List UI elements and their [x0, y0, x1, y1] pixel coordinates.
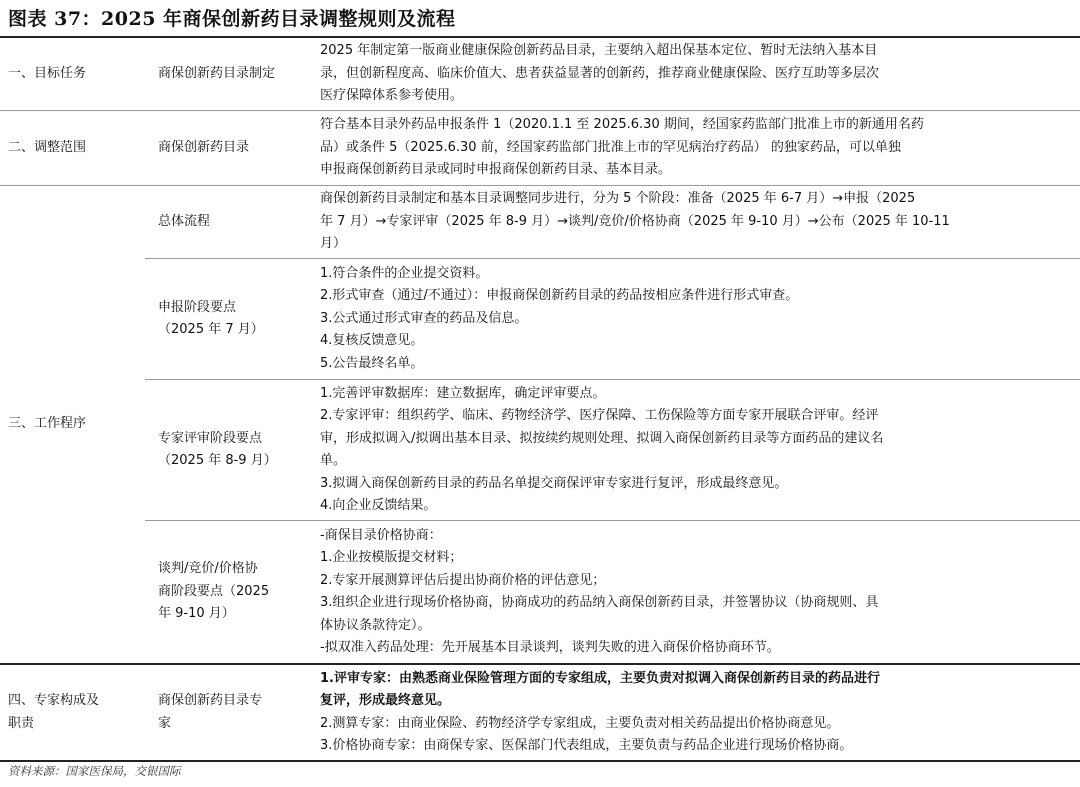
- row2-content: [320, 111, 1072, 185]
- content-line: 4.向企业反馈结果。: [320, 498, 437, 513]
- content-line: 2.测算专家：由商业保险、药物经济学专家组成，主要负责对相关药品提出价格协商意见。: [320, 715, 840, 731]
- content-line: -商保目录价格协商：: [320, 527, 442, 543]
- sub4-content: [320, 521, 1072, 663]
- content-line: 4.复核反馈意见。: [320, 333, 424, 349]
- sub4-item-label: 谈判/竞价/价格协: [158, 561, 258, 577]
- sub2-content: [320, 259, 1072, 379]
- sub3-item: [158, 380, 308, 520]
- row4-item: [158, 665, 308, 760]
- content-line-bold: 复评，形成最终意见。: [320, 693, 451, 708]
- sub2-item-period: （2025 年 7 月）: [158, 322, 264, 337]
- row4-item-label: 商保创新药目录专: [158, 693, 263, 708]
- content-line: 3.拟调入商保创新药目录的药品名单提交商保评审专家进行复评，形成最终意见。: [320, 475, 788, 491]
- sub3-item-label: 专家评审阶段要点: [158, 430, 263, 446]
- row2-category: [8, 111, 138, 185]
- sub1-item: [158, 186, 308, 258]
- sub4-item-period: 年 9-10 月）: [158, 606, 235, 622]
- row1-category: [8, 38, 138, 110]
- row4-category: [8, 665, 138, 760]
- content-line: 体协议条款待定）。: [320, 617, 431, 633]
- row2-item-label: 商保创新药目录: [158, 139, 250, 155]
- content-line: 符合基本目录外药品申报条件 1（2020.1.1 至 2025.6.30 期间，经国家药监部门批准上市的新通用名药: [320, 117, 924, 133]
- content-line: 2.形式审查（通过/不通过）：申报商保创新药目录的药品按相应条件进行形式审查。: [320, 288, 799, 304]
- content-line: 1.完善评审数据库：建立数据库，确定评审要点。: [320, 385, 606, 401]
- content-line: 1.符合条件的企业提交资料。: [320, 265, 489, 281]
- content-line: 录，但创新程度高、临床价值大、患者获益显著的创新药，推荐商业健康保险、医疗互助等多层次: [320, 65, 880, 81]
- row4-content: [320, 665, 1072, 760]
- content-line: 3.价格协商专家：由商保专家、医保部门代表组成，主要负责与药品企业进行现场价格协商。: [320, 738, 853, 753]
- row4-category-label: 职责: [8, 715, 35, 731]
- content-line: -拟双准入药品处理：先开展基本目录谈判，谈判失败的进入商保价格协商环节。: [320, 640, 780, 655]
- row1-content: [320, 38, 1072, 110]
- sub2-item: [158, 259, 308, 379]
- sub1-item-label: 总体流程: [158, 213, 211, 229]
- content-line: 审，形成拟调入/拟调出基本目录、拟按续约规则处理、拟调入商保创新药目录等方面药品的建议名: [320, 430, 884, 446]
- row4-category-label: 四、专家构成及: [8, 693, 100, 708]
- sub4-item-label: 商阶段要点（2025: [158, 583, 270, 599]
- content-line: 2.专家评审：组织药学、临床、药物经济学、医疗保障、工伤保险等方面专家开展联合评审。经评: [320, 408, 879, 423]
- content-line-bold: 1.评审专家：由熟悉商业保险管理方面的专家组成，主要负责对拟调入商保创新药目录的药品进行: [320, 670, 880, 686]
- content-line: 2025 年制定第一版商业健康保险创新药品目录，主要纳入超出保基本定位、暂时无法纳入基本目: [320, 43, 878, 59]
- content-line: 5.公告最终名单。: [320, 355, 424, 371]
- content-line: 品）或条件 5（2025.6.30 前，经国家药监部门批准上市的罕见病治疗药品） 的独家药品，可以单独: [320, 139, 901, 155]
- sub1-content: [320, 186, 1072, 258]
- row4-item-label: 家: [158, 715, 172, 731]
- content-line: 3.公式通过形式审查的药品及信息。: [320, 310, 528, 326]
- content-line: 医疗保障体系参考使用。: [320, 88, 464, 104]
- bottom-rule: [0, 760, 1080, 762]
- content-line: 3.组织企业进行现场价格协商，协商成功的药品纳入商保创新药目录，并签署协议（协商规则、具: [320, 595, 879, 610]
- row1-category-label: 一、目标任务: [8, 65, 87, 81]
- sub3-item-period: （2025 年 8-9 月）: [158, 453, 277, 468]
- sub4-item: [158, 521, 308, 663]
- row1-item: [158, 38, 308, 110]
- content-line: 商保创新药目录制定和基本目录调整同步进行，分为 5 个阶段：准备（2025 年 6-7 月）→申报（2025: [320, 191, 916, 207]
- sub2-item-label: 申报阶段要点: [158, 299, 237, 315]
- sub3-content: [320, 380, 1072, 520]
- row3-category: [8, 186, 138, 663]
- row2-item: [158, 111, 308, 185]
- content-line: 申报商保创新药目录或同时申报商保创新药目录、基本目录。: [320, 162, 672, 178]
- content-line: 年 7 月）→专家评审（2025 年 8-9 月）→谈判/竞价/价格协商（2025 年 9-10 月）→公布（2025 年 10-11: [320, 213, 950, 229]
- row1-item-label: 商保创新药目录制定: [158, 65, 276, 81]
- content-line: 单。: [320, 453, 347, 468]
- content-line: 1.企业按模版提交材料；: [320, 550, 463, 565]
- content-line: 月）: [320, 236, 347, 252]
- figure-title: 图表 37：2025 年商保创新药目录调整规则及流程: [8, 8, 456, 30]
- source-note: 资料来源：国家医保局，交银国际: [8, 764, 181, 778]
- row2-category-label: 二、调整范围: [8, 139, 87, 155]
- row3-category-label: 三、工作程序: [8, 416, 87, 432]
- content-line: 2.专家开展测算评估后提出协商价格的评估意见；: [320, 572, 606, 588]
